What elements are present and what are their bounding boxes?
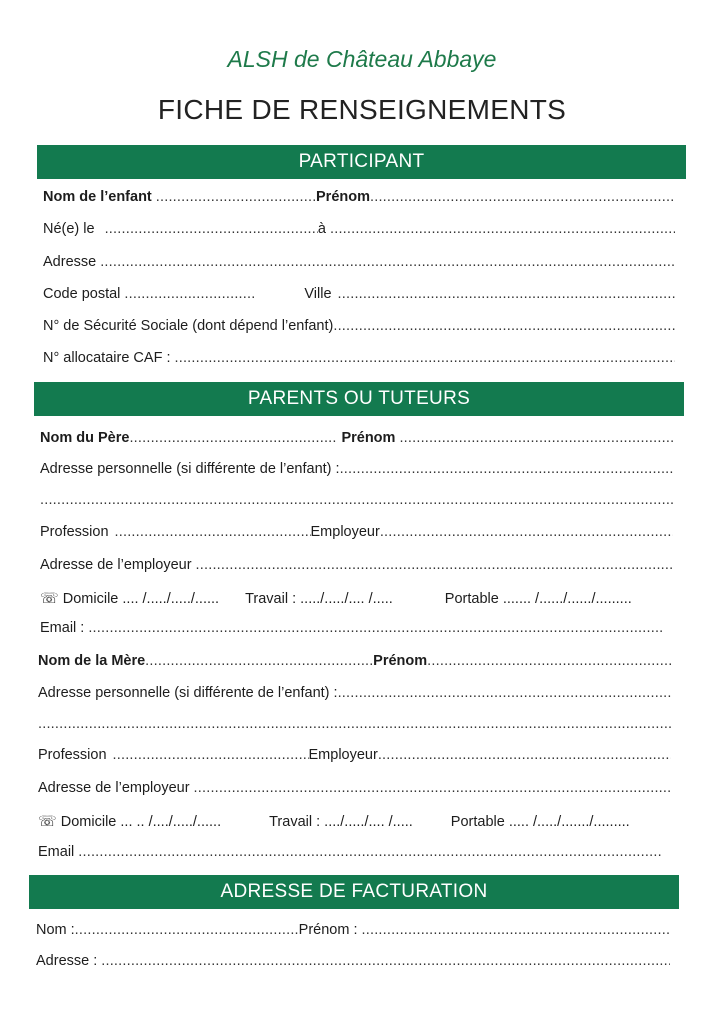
input-born-at[interactable]: [330, 221, 675, 237]
input-father-email[interactable]: [88, 620, 664, 636]
input-social-security[interactable]: [333, 318, 675, 334]
input-mother-personal-address[interactable]: [338, 685, 671, 701]
field-mother-address-line2: [38, 716, 671, 732]
input-born-on[interactable]: [105, 221, 318, 237]
field-father-phones-row: [40, 589, 673, 607]
label-father-name: Nom du Père: [40, 430, 130, 446]
input-father-profession[interactable]: [115, 524, 311, 540]
field-caf-row: [43, 350, 675, 366]
input-child-name[interactable]: [156, 189, 316, 205]
label-billing-name: Nom :: [36, 922, 75, 938]
input-city[interactable]: [338, 286, 675, 302]
label-child-name: Nom de l’enfant: [43, 189, 152, 205]
input-mother-first-name[interactable]: [427, 653, 671, 669]
field-mother-email-row: [38, 844, 662, 860]
field-billing-address-row: [36, 953, 670, 969]
label-father-employer: Employeur: [310, 524, 380, 540]
field-mother-profession-row: [38, 747, 671, 763]
field-mother-phones-row: [38, 812, 671, 830]
label-mother-employer-address: Adresse de l’employeur: [38, 780, 190, 796]
field-mother-name-row: [38, 653, 671, 669]
field-social-security-row: [43, 318, 675, 334]
label-born-at: à: [317, 221, 326, 237]
input-father-home-phone[interactable]: Domicile .... /...../...../......: [62, 591, 220, 607]
input-father-employer[interactable]: [380, 524, 673, 540]
label-mother-name: Nom de la Mère: [38, 653, 146, 669]
field-father-email-row: [40, 620, 664, 636]
input-billing-name[interactable]: [75, 922, 299, 938]
input-father-work-phone[interactable]: Travail : ...../...../.... /.....: [245, 591, 393, 607]
field-mother-employer-address-row: [38, 780, 671, 796]
input-mother-address-line2[interactable]: [38, 716, 671, 732]
field-child-name-row: [43, 189, 675, 205]
input-father-address-line2[interactable]: [40, 492, 673, 508]
telephone-icon: ☏: [38, 813, 57, 830]
input-father-employer-address[interactable]: [196, 557, 673, 573]
label-mother-employer: Employeur: [308, 747, 378, 763]
input-caf-number[interactable]: [174, 350, 675, 366]
label-caf-number: N° allocataire CAF :: [43, 350, 171, 366]
input-billing-first-name[interactable]: [362, 922, 670, 938]
input-first-name[interactable]: [370, 189, 675, 205]
label-billing-first-name: Prénom :: [298, 922, 358, 938]
section-participant: PARTICIPANT: [37, 145, 686, 179]
label-social-security: N° de Sécurité Sociale (dont dépend l’enfant): [43, 318, 334, 334]
label-first-name: Prénom: [316, 189, 370, 205]
section-billing: ADRESSE DE FACTURATION: [29, 875, 679, 909]
label-father-personal-address: Adresse personnelle (si différente de l’enfant) :: [40, 461, 340, 477]
field-father-profession-row: [40, 524, 673, 540]
input-address[interactable]: [100, 254, 675, 270]
input-mother-profession[interactable]: [113, 747, 309, 763]
input-mother-name[interactable]: [145, 653, 373, 669]
field-father-address-row: [40, 461, 673, 477]
label-mother-email: Email: [38, 844, 75, 860]
label-mother-first-name: Prénom: [373, 653, 428, 669]
organization-name: ALSH de Château Abbaye: [227, 46, 497, 72]
field-postal-city-row: [43, 286, 675, 302]
field-father-employer-address-row: [40, 557, 673, 573]
input-mother-work-phone[interactable]: Travail : ..../...../.... /.....: [269, 814, 413, 830]
label-father-email: Email :: [40, 620, 85, 636]
field-birth-row: [43, 221, 675, 237]
label-postal-code: Code postal: [43, 286, 121, 302]
label-mother-personal-address: Adresse personnelle (si différente de l’enfant) :: [38, 685, 338, 701]
label-father-first-name: Prénom: [341, 430, 396, 446]
telephone-icon: ☏: [40, 590, 59, 607]
input-mother-home-phone[interactable]: Domicile ... .. /..../...../......: [60, 814, 222, 830]
field-father-name-row: [40, 430, 673, 446]
input-mother-employer-address[interactable]: [194, 780, 671, 796]
field-billing-name-row: [36, 922, 670, 938]
label-billing-address: Adresse :: [36, 953, 98, 969]
input-billing-address[interactable]: [101, 953, 670, 969]
label-city: Ville: [304, 286, 332, 302]
label-mother-profession: Profession: [38, 747, 107, 763]
field-address-row: [43, 254, 675, 270]
input-mother-employer[interactable]: [378, 747, 671, 763]
input-father-first-name[interactable]: [399, 430, 673, 446]
input-father-mobile-phone[interactable]: Portable ....... /....../....../.........: [444, 591, 632, 607]
section-parents: PARENTS OU TUTEURS: [34, 382, 684, 416]
field-mother-address-row: [38, 685, 671, 701]
input-postal-code[interactable]: [124, 286, 254, 302]
input-father-name[interactable]: [129, 430, 337, 446]
input-father-personal-address[interactable]: [340, 461, 673, 477]
label-father-employer-address: Adresse de l’employeur: [40, 557, 192, 573]
input-mother-email[interactable]: [78, 844, 662, 860]
input-mother-mobile-phone[interactable]: Portable ..... /...../......./.........: [450, 814, 630, 830]
document-title: FICHE DE RENSEIGNEMENTS: [157, 94, 567, 125]
label-father-profession: Profession: [40, 524, 109, 540]
field-father-address-line2: [40, 492, 673, 508]
label-born-on: Né(e) le: [43, 221, 95, 237]
label-address: Adresse: [43, 254, 97, 270]
